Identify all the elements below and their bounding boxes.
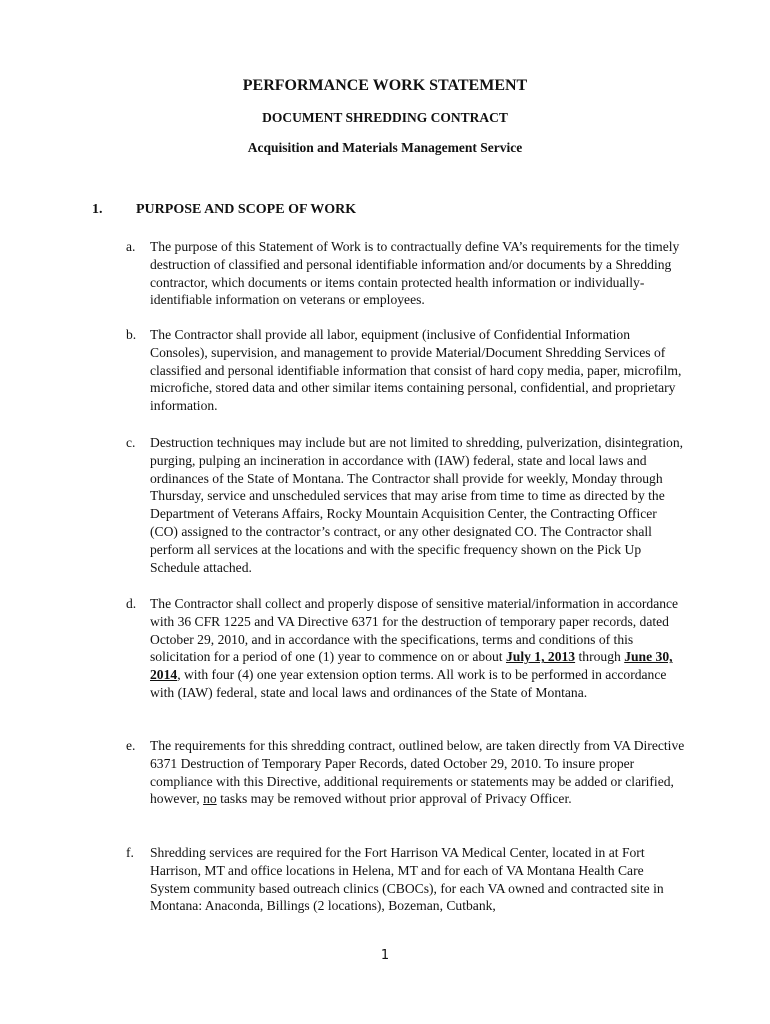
paragraph-text-end: , with four (4) one year extension option terms. All work is to be performed in accordance with (IAW) federal, state and local laws and ordinances of the State of Montana.: [150, 667, 667, 700]
paragraph-label: e.: [126, 738, 136, 753]
paragraph-text-start: The requirements for this shredding contract, outlined below, are taken directly from VA Directive 6371 Destruction of Temporary Paper Records, dated October 29, 2010. To insure proper compliance with this Directive, additional requirements or statements may be added or clarified, however,: [150, 738, 685, 807]
paragraph-a: [126, 238, 686, 309]
contract-start-date: July 1, 2013: [505, 649, 576, 665]
paragraph-e: [126, 737, 686, 808]
paragraph-label: b.: [126, 327, 137, 342]
paragraph-b: [126, 326, 686, 415]
paragraph-c: [126, 434, 686, 576]
paragraph-label: a.: [126, 239, 136, 254]
service-name: Acquisition and Materials Management Service: [247, 140, 523, 155]
page-number: 1: [380, 948, 390, 963]
paragraph-text-end: tasks may be removed without prior approval of Privacy Officer.: [220, 791, 572, 807]
paragraph-label: c.: [126, 435, 136, 450]
emphasis-no: no: [203, 791, 217, 807]
contract-end-date: June 30, 2014: [150, 649, 673, 683]
paragraph-text: [150, 737, 686, 808]
document-subtitle: DOCUMENT SHREDDING CONTRACT: [262, 110, 508, 125]
paragraph-text: The purpose of this Statement of Work is to contractually define VA’s requirements for the timely destruction of classified and personal identifiable information and/or documents by a Shredding contractor, which documents or items contain protected health information or individually-identifiable information on veterans or employees.: [150, 239, 680, 308]
paragraph-label: d.: [126, 596, 137, 611]
paragraph-label: f.: [126, 845, 134, 860]
paragraph-text: Destruction techniques may include but are not limited to shredding, pulverization, disintegration, purging, pulping an incineration in accordance with (IAW) federal, state and local laws and ordinances of the State of Montana. The Contractor shall provide for weekly, Monday through Thursday, service and unscheduled services that may arise from time to time as directed by the Department of Veterans Affairs, Rocky Mountain Acquisition Center, the Contracting Officer (CO) assigned to the contractor’s contract, or any other designated CO. The Contractor shall perform all services at the locations and with the specific frequency shown on the Pick Up Schedule attached.: [150, 435, 684, 575]
paragraph-text-start: The Contractor shall collect and properly dispose of sensitive material/information in accordance with 36 CFR 1225 and VA Directive 6371 for the destruction of temporary paper records, dated October 29, 2010, and in accordance with the specifications, terms and conditions of this solicitation for a period of one (1) year to commence on or about: [150, 596, 679, 665]
paragraph-d: [126, 595, 686, 702]
paragraph-text: [150, 595, 686, 702]
section-number: 1.: [92, 202, 103, 217]
section-title: PURPOSE AND SCOPE OF WORK: [136, 202, 357, 217]
paragraph-text: The Contractor shall provide all labor, equipment (inclusive of Confidential Information Consoles), supervision, and management to provide Material/Document Shredding Services of classified and personal identifiable information that consist of hard copy media, paper, microfilm, microfiche, stored data and other similar items containing personal, confidential, and proprietary information.: [150, 327, 682, 414]
paragraph-text: Shredding services are required for the Fort Harrison VA Medical Center, located in at Fort Harrison, MT and office locations in Helena, MT and for each of VA Montana Health Care System community based outreach clinics (CBOCs), for each VA owned and contracted site in Montana: Anaconda, Billings (2 locations), Bozeman, Cutbank,: [150, 845, 664, 914]
paragraph-f: [126, 844, 686, 915]
paragraph-text-mid: through: [578, 649, 621, 665]
document-title: PERFORMANCE WORK STATEMENT: [242, 77, 528, 94]
